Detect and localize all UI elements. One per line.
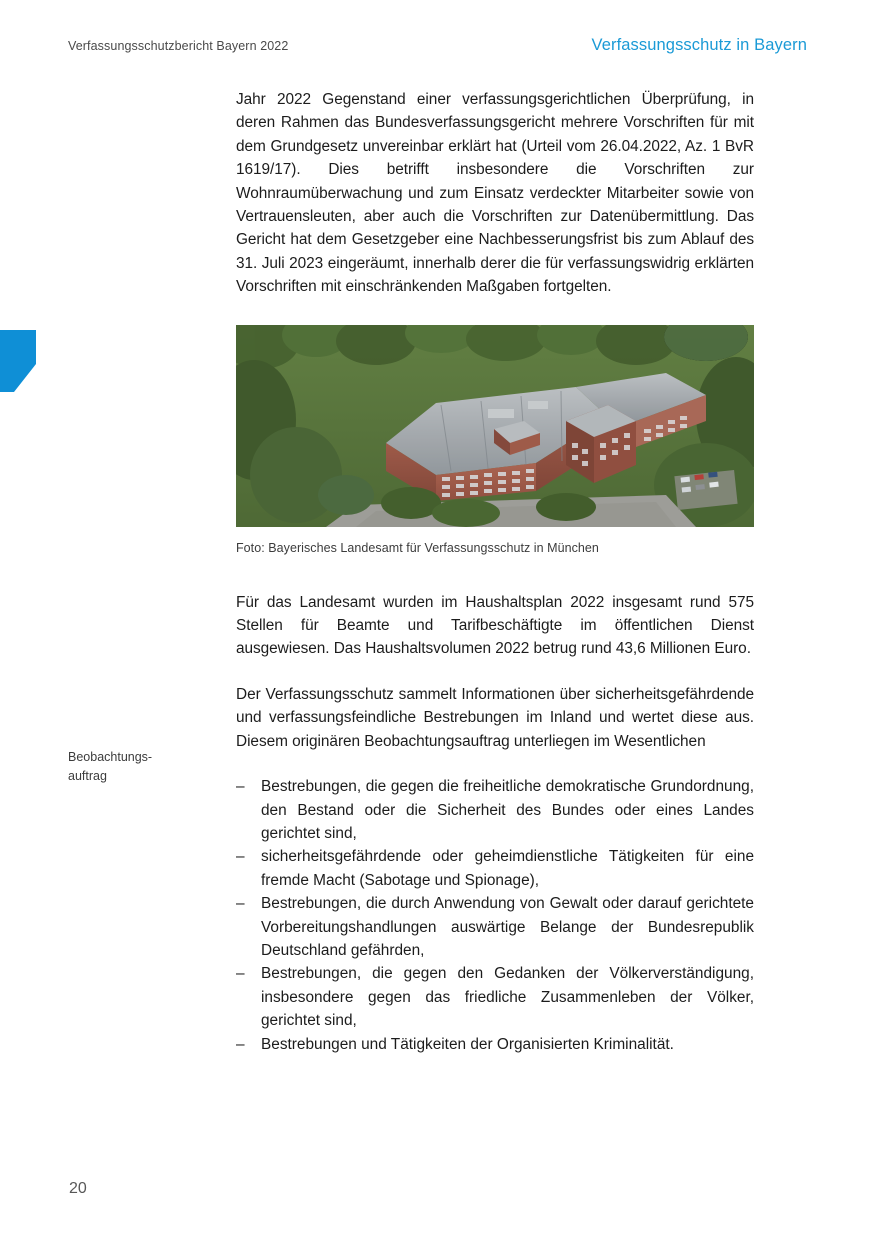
main-text-column [236,88,754,1056]
page-number: 20 [69,1180,87,1197]
header-report-title: Verfassungsschutzbericht Bayern 2022 [68,39,289,53]
figure-caption: Foto: Bayerisches Landesamt für Verfassungsschutz in München [236,540,599,555]
list-dash-icon: – [236,1035,245,1053]
list-dash-icon: – [236,778,245,796]
list-item-text: Bestrebungen und Tätigkeiten der Organisierten Kriminalität. [261,1035,674,1053]
list-item-text: Bestrebungen, die gegen den Gedanken der Völkerverständigung, insbesondere gegen das friedliche Zusammenleben der Völker, gerichtet sind, [261,965,754,1030]
margin-note-line-2: auftrag [68,769,107,784]
margin-note [68,748,208,787]
list-item [236,845,754,892]
building-photo [236,325,754,527]
paragraph-constitutional-review: Jahr 2022 Gegenstand einer verfassungsgerichtlichen Überprüfung, in deren Rahmen das Bundesverfassungsgericht mehrere Vorschriften für mit dem Grundgesetz unvereinbar erklärt hat (Urteil vom 26.04.2022, Az. 1 BvR 1619/17). Dies betrifft insbesondere die Vorschriften zur Wohnraumüberwachung und zum Einsatz verdeckter Mitarbeiter sowie von Vertrauensleuten, aber auch die Vorschriften zur Datenübermittlung. Das Gericht hat dem Gesetzgeber eine Nachbesserungsfrist bis zum Ablauf des 31. Juli 2023 eingeräumt, innerhalb derer die für verfassungswidrig erklärten Vorschriften mit einschränkenden Maßgaben fortgelten. [236,91,754,296]
list-item [236,1033,754,1056]
list-item-text: sicherheitsgefährdende oder geheimdienstliche Tätigkeiten für eine fremde Macht (Sabotage und Spionage), [261,848,754,889]
list-item [236,775,754,845]
list-dash-icon: – [236,895,245,913]
margin-note-line-1: Beobachtungs- [68,750,153,764]
paragraph-budget-staff: Für das Landesamt wurden im Haushaltsplan 2022 insgesamt rund 575 Stellen für Beamte und Tarifbeschäftigte im öffentlichen Dienst ausgewiesen. Das Haushaltsvolumen 2022 betrug rund 43,6 Millionen Euro. [236,593,754,658]
header-section-title: Verfassungsschutz in Bayern [591,36,807,54]
list-item-text: Bestrebungen, die gegen die freiheitliche demokratische Grundordnung, den Bestand oder die Sicherheit des Bundes oder eines Landes gerichtet sind, [261,778,754,842]
figure-landesamt-building [236,325,754,555]
page-header [68,36,807,55]
list-dash-icon: – [236,965,245,983]
paragraph-observation-mandate: Der Verfassungsschutz sammelt Informationen über sicherheitsgefährdende und verfassungsfeindliche Bestrebungen im Inland und wertet diese aus. Diesem originären Beobachtungsauftrag unterliegen im Wesentlichen [236,685,754,750]
list-item [236,962,754,1032]
list-dash-icon: – [236,848,245,866]
section-edge-marker-icon [0,330,36,392]
list-item [236,892,754,962]
list-item-text: Bestrebungen, die durch Anwendung von Gewalt oder darauf gerichtete Vorbereitungshandlungen auswärtige Belange der Bundesrepublik Deutschland gefährden, [261,895,754,959]
observation-mandate-list [236,775,754,1056]
